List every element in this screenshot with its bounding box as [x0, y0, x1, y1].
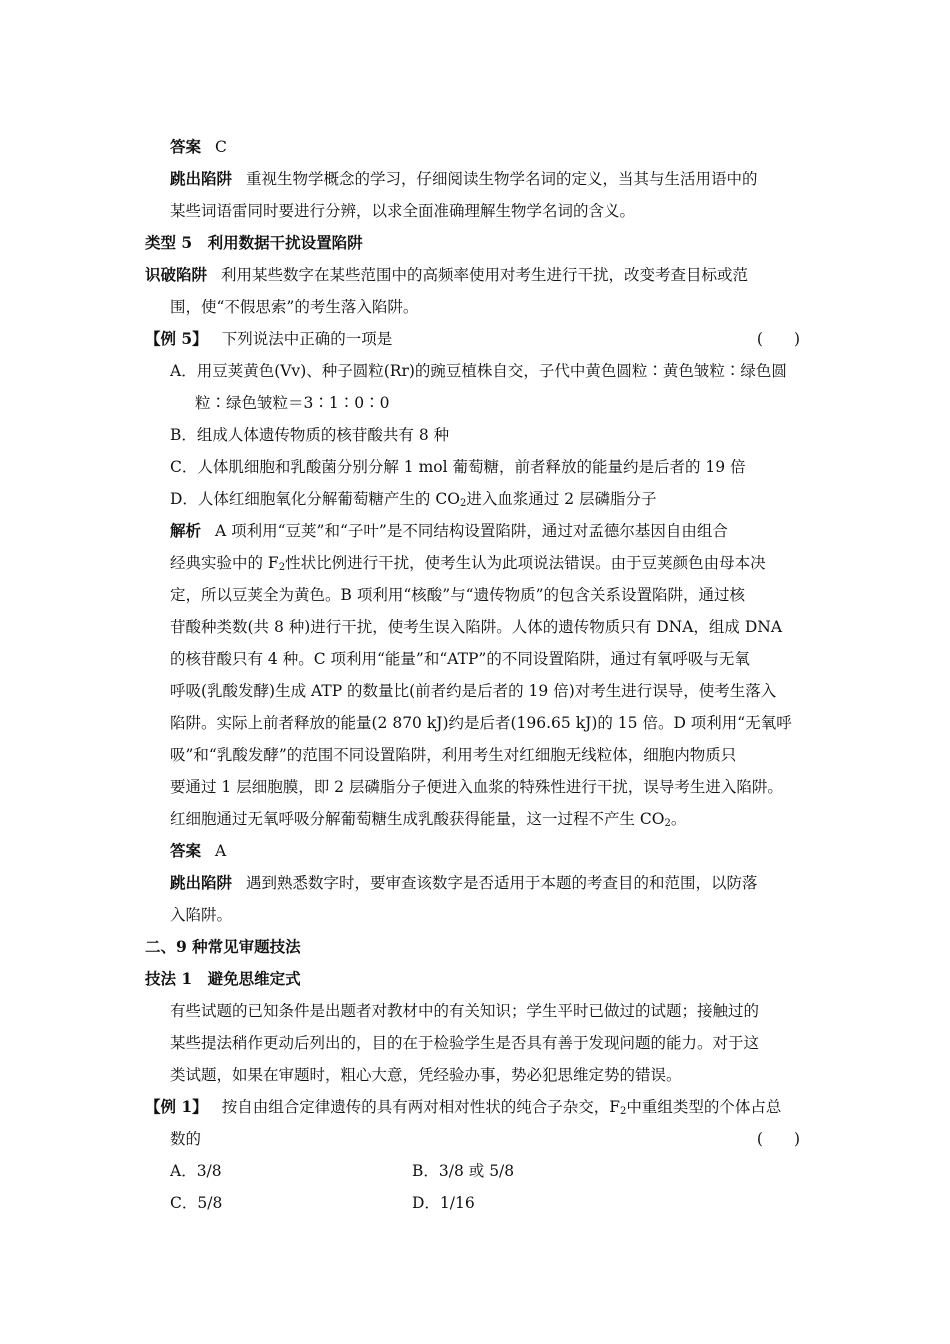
- analysis-line: 要通过 1 层细胞膜，即 2 层磷脂分子便进入血浆的特殊性进行干扰，误导考生进入陷阱。: [170, 778, 783, 796]
- analysis-line: 的核苷酸只有 4 种。C 项利用“能量”和“ATP”的不同设置陷阱，通过有氧呼吸与无氧: [170, 650, 750, 668]
- option-b: B．3/8 或 5/8: [412, 1162, 515, 1180]
- trap-identify-line: [145, 264, 748, 286]
- analysis-line: 苷酸种类数(共 8 种)进行干扰，使考生误入陷阱。人体的遗传物质只有 DNA，组成 DNA: [170, 618, 783, 636]
- analysis-line: [170, 808, 686, 830]
- trap-escape-label: 跳出陷阱: [170, 169, 233, 188]
- text-line: 某些提法稍作更动后列出的，目的在于检验学生是否具有善于发现问题的能力。对于这: [170, 1034, 760, 1052]
- analysis-line: 陷阱。实际上前者释放的能量(2 870 kJ)约是后者(196.65 kJ)的 15 倍。D 项利用“无氧呼: [170, 714, 792, 732]
- trap-identify-label: 识破陷阱: [145, 265, 208, 284]
- answer-blank: ( ): [756, 1130, 800, 1148]
- trap-escape-text: 遇到熟悉数字时，要审查该数字是否适用于本题的考查目的和范围，以防落: [246, 874, 758, 892]
- option-b: B．组成人体遗传物质的核苷酸共有 8 种: [170, 426, 450, 444]
- answer-line: [170, 136, 227, 158]
- answer-label: 答案: [170, 137, 202, 156]
- text-line: 围，使“不假思索”的考生落入陷阱。: [170, 298, 419, 316]
- example-stem: 数的: [170, 1130, 202, 1148]
- subscript: 2: [664, 818, 671, 829]
- option-c: C．人体肌细胞和乳酸菌分别分解 1 mol 葡萄糖，前者释放的能量约是后者的 19 倍: [170, 458, 746, 476]
- answer-blank: ( ): [756, 330, 800, 348]
- example-question: [145, 1096, 781, 1118]
- trap-escape-line: [170, 872, 758, 894]
- trap-escape-line: [170, 168, 758, 190]
- example-label: 【例 5】: [145, 329, 208, 348]
- option-d: [170, 488, 657, 510]
- text-line: 有些试题的已知条件是出题者对教材中的有关知识；学生平时已做过的试题；接触过的: [170, 1002, 760, 1020]
- example-stem: 下列说法中正确的一项是: [221, 330, 393, 348]
- subscript: 2: [459, 498, 467, 509]
- option-a-continued: 粒∶绿色皱粒＝3∶1∶0∶0: [195, 394, 390, 412]
- answer-value: A: [215, 842, 227, 860]
- analysis-line: 定，所以豆荚全为黄色。B 项利用“核酸”与“遗传物质”的包含关系设置陷阱，通过核: [170, 586, 746, 604]
- subscript: 2: [278, 562, 286, 573]
- analysis-line: [170, 520, 728, 542]
- section-heading: 技法 1 避免思维定式: [145, 969, 301, 988]
- analysis-label: 解析: [170, 521, 202, 540]
- chapter-heading: 二、9 种常见审题技法: [145, 937, 301, 956]
- analysis-text-end: 性状比例进行干扰，使考生认为此项说法错误。由于豆荚颜色由母本决: [285, 554, 766, 572]
- option-a: A．用豆荚黄色(Vv)、种子圆粒(Rr)的豌豆植株自交，子代中黄色圆粒∶黄色皱粒∶绿色圆: [170, 362, 787, 380]
- analysis-text: 红细胞通过无氧呼吸分解葡萄糖生成乳酸获得能量，这一过程不产生 CO: [170, 810, 665, 828]
- analysis-text: A 项利用“豆荚”和“子叶”是不同结构设置陷阱，通过对孟德尔基因自由组合: [215, 522, 728, 540]
- analysis-line: [170, 552, 766, 574]
- text-line: 某些词语雷同时要进行分辨，以求全面准确理解生物学名词的含义。: [170, 202, 636, 220]
- option-d-text: D．人体红细胞氧化分解葡萄糖产生的 CO: [170, 490, 460, 508]
- answer-line: [170, 840, 226, 862]
- example-question-continued: [170, 1128, 800, 1150]
- section-heading: 类型 5 利用数据干扰设置陷阱: [145, 233, 363, 252]
- example-stem: 按自由组合定律遗传的具有两对相对性状的纯合子杂交，F: [221, 1098, 620, 1116]
- trap-identify-text: 利用某些数字在某些范围中的高频率使用对考生进行干扰，改变考查目标或范: [221, 266, 749, 284]
- text-line: 入陷阱。: [170, 906, 233, 924]
- trap-escape-label: 跳出陷阱: [170, 873, 233, 892]
- analysis-text-end: 。: [670, 810, 687, 828]
- answer-label: 答案: [170, 841, 202, 860]
- analysis-line: 吸”和“乳酸发酵”的范围不同设置陷阱，利用考生对红细胞无线粒体，细胞内物质只: [170, 746, 737, 764]
- trap-escape-text: 重视生物学概念的学习，仔细阅读生物学名词的定义，当其与生活用语中的: [246, 170, 758, 188]
- example-question: [145, 328, 800, 350]
- example-label: 【例 1】: [145, 1097, 208, 1116]
- option-d: D．1/16: [412, 1194, 475, 1212]
- answer-value: C: [215, 138, 227, 156]
- subscript: 2: [619, 1106, 627, 1117]
- option-a: A．3/8: [170, 1162, 222, 1180]
- analysis-line: 呼吸(乳酸发酵)生成 ATP 的数量比(前者约是后者的 19 倍)对考生进行误导，使考生落入: [170, 682, 777, 700]
- text-line: 类试题，如果在审题时，粗心大意，凭经验办事，势必犯思维定势的错误。: [170, 1066, 682, 1084]
- option-d-text-end: 进入血浆通过 2 层磷脂分子: [466, 490, 657, 508]
- analysis-text: 经典实验中的 F: [170, 554, 279, 572]
- example-stem-end: 中重组类型的个体占总: [626, 1098, 782, 1116]
- option-c: C．5/8: [170, 1194, 223, 1212]
